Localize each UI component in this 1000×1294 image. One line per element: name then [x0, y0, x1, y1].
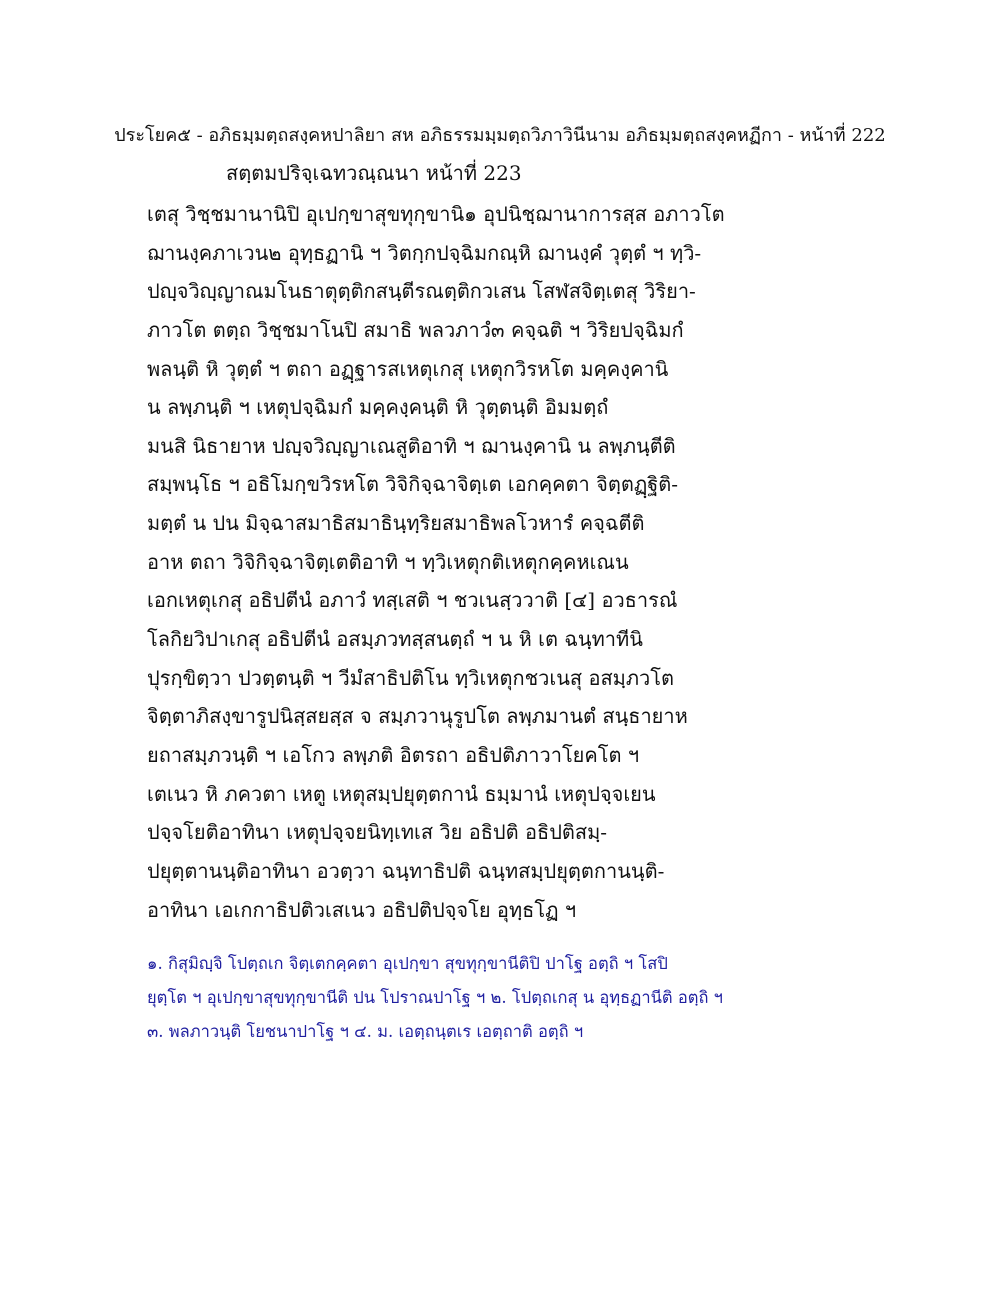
- body-line: ยถาสมฺภวนฺติ ฯ เอโกว ลพฺภติ อิตรถา อธิปติภาวาโยคโต ฯ: [147, 742, 640, 767]
- body-line: ฌานงฺคภาเวน๒ อุทฺธฏานิ ฯ วิตกฺกปจฺฉิมกณฺหิ ฌานงฺคํ วุตฺตํ ฯ ทฺวิ-: [147, 240, 702, 265]
- chapter-title: สตฺตมปริจฺเฉทวณฺณนา หน้าที่ 223: [226, 161, 522, 185]
- body-text: [147, 199, 725, 933]
- running-header: ประโยค๕ - อภิธมฺมตฺถสงฺคหปาลิยา สห อภิธรรมมฺมตฺถวิภาวินีนาม อภิธมฺมตฺถสงฺคหฏีกา - หน้าที่ 222: [114, 125, 886, 146]
- footnote-line: ๓. พลภาวนฺติ โยชนาปาโฐ ฯ ๔. ม. เอตฺถนฺตเร เอตฺถาติ อตฺถิ ฯ: [147, 1022, 584, 1041]
- body-line: มนสิ นิธายาห ปญฺจวิญฺญาเณสูติอาทิ ฯ ฌานงฺคานิ น ลพฺภนฺตีติ: [147, 433, 676, 458]
- body-line: น ลพฺภนฺติ ฯ เหตุปจฺฉิมกํ มคฺคงฺคนฺติ หิ วุตฺตนฺติ อิมมตฺถํ: [147, 395, 609, 420]
- body-line: ปยุตฺตานนฺติอาทินา อวตฺวา ฉนฺทาธิปติ ฉนฺทสมฺปยุตฺตกานนฺติ-: [147, 858, 665, 883]
- body-line: มตฺตํ น ปน มิจฺฉาสมาธิสมาธินฺทฺริยสมาธิพลโวหารํ คจฺฉตีติ: [147, 511, 645, 536]
- body-line: อาทินา เอเกกาธิปติวเสเนว อธิปติปจฺจโย อุทฺธโฏ ฯ: [147, 897, 577, 922]
- body-line: โลกิยวิปาเกสุ อธิปตีนํ อสมฺภวทสฺสนตฺถํ ฯ น หิ เต ฉนฺทาทีนิ: [147, 627, 643, 652]
- body-line: สมฺพนฺโธ ฯ อธิโมกฺขวิรหโต วิจิกิจฺฉาจิตฺเต เอกคฺคตา จิตฺตฏฺฐิติ-: [147, 472, 679, 497]
- body-line: อาห ตถา วิจิกิจฺฉาจิตฺเตติอาทิ ฯ ทฺวิเหตุกติเหตุกคฺคหเณน: [147, 549, 629, 574]
- body-line: ปจฺจโยติอาทินา เหตุปจฺจยนิทฺเทเส วิย อธิปติ อธิปติสมฺ-: [147, 820, 608, 845]
- footnotes: [147, 950, 747, 1052]
- footnote-line: ยุตฺโต ฯ อุเปกฺขาสุขทุกฺขานีติ ปน โปราณปาโฐ ฯ ๒. โปตฺถเกสุ น อุทฺธฏานีติ อตฺถิ ฯ: [147, 988, 723, 1007]
- body-line: ภาวโต ตตฺถ วิชฺชมาโนปิ สมาธิ พลวภาวํ๓ คจฺฉติ ฯ วิริยปจฺฉิมกํ: [147, 317, 684, 342]
- body-line: เตเนว หิ ภควตา เหตู เหตุสมฺปยุตฺตกานํ ธมฺมานํ เหตุปจฺจเยน: [147, 781, 656, 806]
- body-line: ปุรกฺขิตฺวา ปวตฺตนฺติ ฯ วีมํสาธิปติโน ทฺวิเหตุกชวเนสุ อสมฺภวโต: [147, 665, 675, 690]
- body-line: ปญฺจวิญฺญาณมโนธาตุตฺติกสนฺตีรณตฺติกวเสน โสฬสจิตฺเตสุ วิริยา-: [147, 279, 696, 304]
- footnote-line: ๑. กิสุมิญฺจิ โปตฺถเก จิตฺเตกคฺคตา อุเปกฺขา สุขทุกฺขานีติปิ ปาโฐ อตฺถิ ฯ โสปิ: [147, 954, 668, 973]
- body-line: จิตฺตาภิสงฺขารูปนิสฺสยสฺส จ สมฺภวานุรูปโต ลพฺภมานตํ สนฺธายาห: [147, 704, 688, 729]
- body-line: พลนฺติ หิ วุตฺตํ ฯ ตถา อฏฺฐารสเหตุเกสุ เหตุกวิรหโต มคฺคงฺคานิ: [147, 356, 669, 381]
- body-line: เตสุ วิชฺชมานานิปิ อุเปกฺขาสุขทุกฺขานิ๑ อุปนิชฺฌานาการสฺส อภาวโต: [147, 202, 725, 226]
- body-line: เอกเหตุเกสุ อธิปตีนํ อภาวํ ทสฺเสติ ฯ ชวเนสฺววาติ [๔] อวธารณํ: [147, 588, 678, 613]
